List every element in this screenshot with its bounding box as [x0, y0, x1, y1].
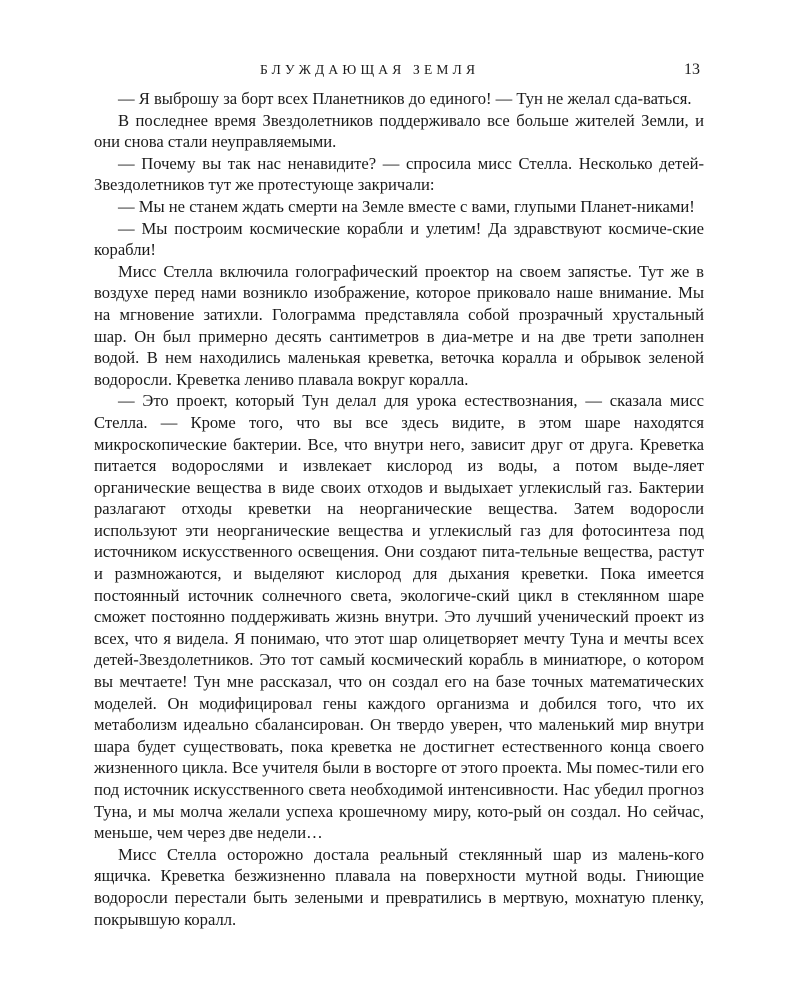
paragraph: — Это проект, который Тун делал для урока естествознания, — сказала мисс Стелла. — Кроме того, что вы все здесь видите, в этом шаре находятся микроскопические бактерии. Все, что внутри него, зависит друг от друга. Креветка питается водорослями и извлекает кислород из воды, а потом выде-ляет органические вещества в виде своих отходов и выдыхает углекислый газ. Бактерии разлагают отходы креветки на неорганические вещества. Затем водоросли используют эти неорганические вещества и углекислый газ для фотосинтеза под источником искусственного освещения. Они создают пита-тельные вещества, растут и размножаются, и выделяют кислород для дыхания креветки. Пока имеется постоянный источник солнечного света, экологиче-ский цикл в стеклянном шаре сможет постоянно поддерживать жизнь внутри. Это лучший ученический проект из всех, что я видела. Я понимаю, что этот шар олицетворяет мечту Туна и мечты всех детей-Звездолетников. Это тот самый космический корабль в миниатюре, о котором вы мечтаете! Тун мне рассказал, что он создал его на базе точных математических моделей. Он модифицировал гены каждого организма и добился того, что их метаболизм идеально сбалансирован. Он твердо уверен, что маленький мир внутри шара будет существовать, пока креветка не достигнет естественного конца своего жизненного цикла. Все учителя были в восторге от этого проекта. Мы помес-тили его под источник искусственного света необходимой интенсивности. Нас убедил прогноз Туна, и мы молча желали успеха крошечному миру, кото-рый он создал. Но сейчас, меньше, чем через две недели… [94, 391, 704, 843]
paragraph: — Я выброшу за борт всех Планетников до единого! — Тун не желал сда-ваться. [118, 89, 692, 108]
running-head [0, 58, 800, 82]
paragraph: — Мы построим космические корабли и улетим! Да здравствуют космиче-ские корабли! [94, 218, 704, 260]
paragraph: — Мы не станем ждать смерти на Земле вместе с вами, глупыми Планет-никами! [118, 196, 695, 216]
page-number: 13 [684, 61, 700, 78]
paragraph: В последнее время Звездолетников поддерживало все больше жителей Земли, и они снова стали неуправляемыми. [94, 110, 704, 152]
paragraph: Мисс Стелла включила голографический проектор на своем запястье. Тут же в воздухе перед нами возникло изображение, которое приковало наше внимание. Мы на мгновение затихли. Голограмма представляла собой прозрачный хрустальный шар. Он был примерно десять сантиметров в диа-метре и на две трети заполнен водой. В нем находились маленькая креветка, веточка коралла и обрывок зеленой водоросли. Креветка лениво плавала вокруг коралла. [94, 261, 704, 389]
paragraph: — Почему вы так нас ненавидите? — спросила мисс Стелла. Несколько детей-Звездолетников тут же протестующе закричали: [94, 153, 704, 195]
paragraph: Мисс Стелла осторожно достала реальный стеклянный шар из малень-кого ящичка. Креветка безжизненно плавала на поверхности мутной воды. Гниющие водоросли перестали быть зелеными и превратились в мертвую, мохнатую пленку, покрывшую коралл. [94, 844, 704, 929]
body-text [94, 88, 704, 930]
running-title: БЛУЖДАЮЩАЯ ЗЕМЛЯ [260, 62, 480, 77]
